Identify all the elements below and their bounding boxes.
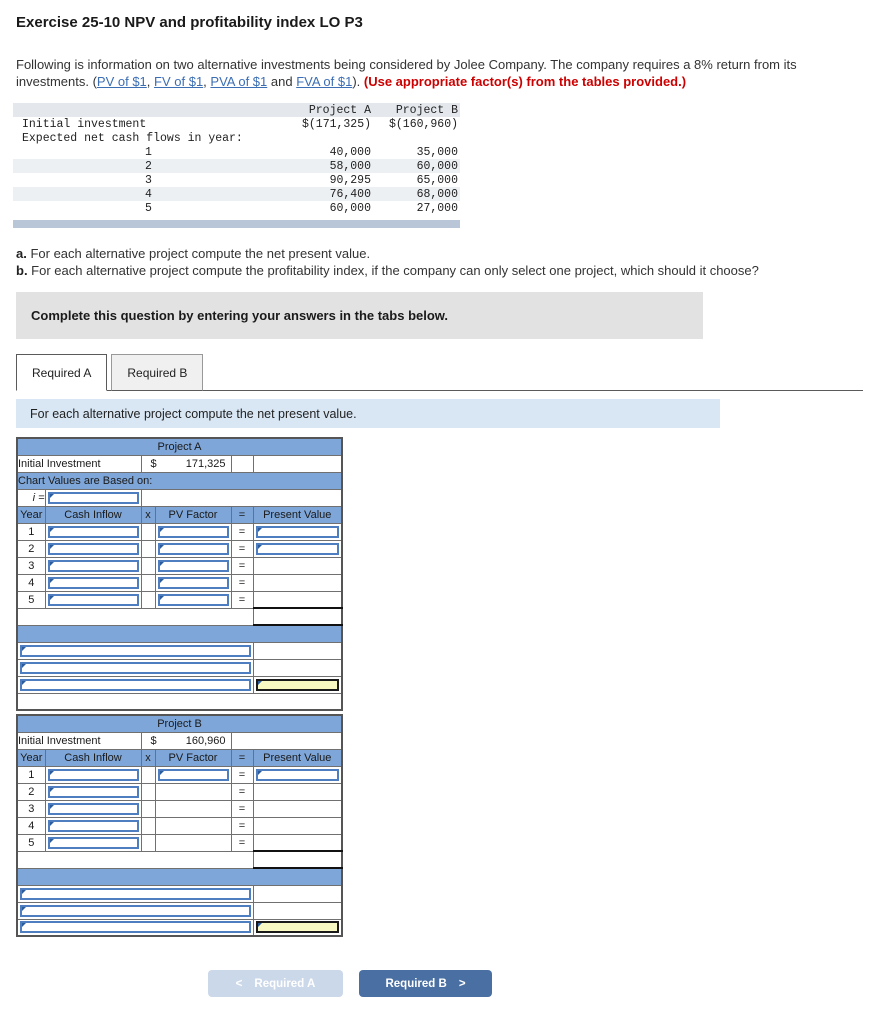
info-row-label: Initial investment — [22, 117, 147, 131]
initial-investment-amount-cell — [141, 732, 231, 749]
complete-question-banner: Complete this question by entering your answers in the tabs below. — [16, 292, 703, 339]
empty-cell — [231, 732, 342, 749]
info-col-project-b: Project B — [395, 103, 458, 117]
equals-sign: = — [231, 783, 253, 800]
pv-factor-input[interactable] — [158, 543, 229, 555]
instruction-a-text: For each alternative project compute the net present value. — [26, 246, 371, 261]
rate-input[interactable] — [48, 492, 139, 504]
cash-inflow-cell — [45, 557, 141, 574]
year-label: 5 — [17, 834, 45, 851]
table-row — [13, 131, 460, 145]
equals-sign: = — [231, 591, 253, 608]
chevron-left-icon: < — [235, 977, 243, 990]
table-row — [13, 159, 460, 173]
col-header-x: x — [141, 506, 155, 523]
intro-comma-2: , — [203, 74, 211, 89]
info-value-a: 60,000 — [329, 201, 371, 215]
info-year-label: 3 — [145, 173, 152, 187]
npv-result-input[interactable] — [256, 921, 340, 933]
tab-required-b[interactable]: Required B — [111, 354, 203, 391]
rate-input-cell — [45, 489, 141, 506]
red-note: (Use appropriate factor(s) from the tables provided.) — [363, 74, 687, 89]
present-value-cell — [253, 574, 342, 591]
info-row-label: Expected net cash flows in year: — [22, 131, 243, 145]
col-header-equals: = — [231, 506, 253, 523]
cash-inflow-input[interactable] — [48, 560, 139, 572]
cash-inflow-cell — [45, 766, 141, 783]
amount-cell — [253, 642, 342, 659]
cash-inflow-input[interactable] — [48, 837, 139, 849]
col-header-year: Year — [17, 749, 45, 766]
year-label: 2 — [17, 540, 45, 557]
chevron-right-icon: > — [458, 977, 466, 990]
info-year-label: 1 — [145, 145, 152, 159]
amount-cell — [253, 885, 342, 902]
present-value-cell — [253, 557, 342, 574]
info-col-project-a: Project A — [308, 103, 371, 117]
pv-factor-cell — [155, 766, 231, 783]
link-fv-of-1[interactable]: FV of $1 — [154, 74, 204, 89]
cash-inflow-cell — [45, 591, 141, 608]
pv-factor-cell — [155, 800, 231, 817]
empty-cell — [17, 693, 342, 710]
empty-cell — [141, 783, 155, 800]
col-header-year: Year — [17, 506, 45, 523]
pv-factor-cell — [155, 557, 231, 574]
col-header-x: x — [141, 749, 155, 766]
pv-factor-input[interactable] — [158, 594, 229, 606]
next-button-label: Required B — [385, 977, 447, 990]
info-year-label: 5 — [145, 201, 152, 215]
table-row — [13, 145, 460, 159]
npv-result-cell — [253, 676, 342, 693]
year-label: 3 — [17, 800, 45, 817]
blue-separator-bar — [17, 868, 342, 885]
label-input-cell — [17, 676, 253, 693]
empty-cell — [17, 851, 253, 868]
project-b-title: Project B — [17, 715, 342, 732]
label-input-cell — [17, 659, 253, 676]
info-value-a: 58,000 — [329, 159, 371, 173]
amount-cell — [253, 902, 342, 919]
pv-factor-input[interactable] — [158, 769, 229, 781]
empty-cell — [141, 574, 155, 591]
year-label: 1 — [17, 523, 45, 540]
link-pva-of-1[interactable]: PVA of $1 — [210, 74, 268, 89]
label-input[interactable] — [20, 905, 251, 917]
empty-cell — [141, 766, 155, 783]
info-value-a: 90,295 — [329, 173, 371, 187]
intro-text-1: Following is information on two alternative investments being considered by Jolee Company. The company requires a 8% return from its investments. ( — [16, 57, 797, 89]
label-input[interactable] — [20, 645, 251, 657]
label-input[interactable] — [20, 662, 251, 674]
pv-factor-cell — [155, 591, 231, 608]
present-value-cell — [253, 591, 342, 608]
equals-sign: = — [231, 557, 253, 574]
cash-inflow-cell — [45, 800, 141, 817]
empty-cell — [253, 455, 342, 472]
pv-factor-cell — [155, 540, 231, 557]
table-row — [13, 187, 460, 201]
info-header-row — [13, 103, 460, 117]
pv-factor-input[interactable] — [158, 526, 229, 538]
instruction-a-prefix: a. — [16, 246, 27, 261]
intro-text-2: ). — [352, 74, 364, 89]
cash-inflow-input[interactable] — [48, 820, 139, 832]
project-a-title: Project A — [17, 438, 342, 455]
cash-inflow-cell — [45, 523, 141, 540]
present-value-cell — [253, 783, 342, 800]
pv-factor-input[interactable] — [158, 577, 229, 589]
initial-investment-label: Initial Investment — [17, 455, 141, 472]
cash-inflow-input[interactable] — [48, 803, 139, 815]
equals-sign: = — [231, 574, 253, 591]
instruction-b-prefix: b. — [16, 263, 28, 278]
pv-factor-cell — [155, 834, 231, 851]
label-input-cell — [17, 885, 253, 902]
info-year-label: 2 — [145, 159, 152, 173]
table-row — [13, 173, 460, 187]
present-value-cell — [253, 766, 342, 783]
cash-inflow-input[interactable] — [48, 786, 139, 798]
present-value-input[interactable] — [256, 526, 340, 538]
next-required-b-button[interactable] — [359, 970, 492, 997]
cash-inflow-input[interactable] — [48, 543, 139, 555]
label-input[interactable] — [20, 679, 251, 691]
cash-inflow-cell — [45, 783, 141, 800]
info-value-b: 65,000 — [416, 173, 458, 187]
total-present-value-cell — [253, 608, 342, 625]
equals-sign: = — [231, 834, 253, 851]
label-input[interactable] — [20, 921, 251, 933]
equals-sign: = — [231, 766, 253, 783]
tab-bar — [16, 354, 863, 391]
info-year-label: 4 — [145, 187, 152, 201]
present-value-input[interactable] — [256, 769, 340, 781]
initial-investment-label: Initial Investment — [17, 732, 141, 749]
empty-cell — [141, 834, 155, 851]
link-pv-of-1[interactable]: PV of $1 — [96, 74, 147, 89]
instruction-b-text: For each alternative project compute the profitability index, if the company can only select one project, which should it choose? — [27, 263, 759, 278]
year-label: 4 — [17, 817, 45, 834]
col-header-pv-factor: PV Factor — [155, 749, 231, 766]
npv-result-input[interactable] — [256, 679, 340, 691]
table-row — [13, 117, 460, 131]
npv-result-cell — [253, 919, 342, 936]
cash-inflow-input[interactable] — [48, 577, 139, 589]
label-input-cell — [17, 919, 253, 936]
initial-investment-value: 171,325 — [185, 457, 226, 470]
tab-required-a[interactable]: Required A — [16, 354, 107, 391]
prev-button-label: Required A — [254, 977, 316, 990]
cash-inflow-input[interactable] — [48, 594, 139, 606]
empty-cell — [141, 817, 155, 834]
year-label: 5 — [17, 591, 45, 608]
col-header-equals: = — [231, 749, 253, 766]
present-value-cell — [253, 800, 342, 817]
equals-sign: = — [231, 540, 253, 557]
pv-factor-cell — [155, 523, 231, 540]
info-value-b: 68,000 — [416, 187, 458, 201]
info-value-b: 27,000 — [416, 201, 458, 215]
col-header-present-value: Present Value — [253, 506, 342, 523]
present-value-cell — [253, 834, 342, 851]
info-value-a: 76,400 — [329, 187, 371, 201]
empty-cell — [141, 540, 155, 557]
year-label: 2 — [17, 783, 45, 800]
info-value-b: 60,000 — [416, 159, 458, 173]
cash-inflow-cell — [45, 574, 141, 591]
empty-cell — [231, 455, 253, 472]
project-b-worksheet — [16, 714, 343, 937]
empty-cell — [141, 489, 342, 506]
pv-factor-cell — [155, 783, 231, 800]
present-value-cell — [253, 540, 342, 557]
requirement-instructions — [16, 245, 859, 279]
cash-inflow-cell — [45, 834, 141, 851]
pv-factor-input[interactable] — [158, 560, 229, 572]
prev-required-a-button[interactable] — [208, 970, 343, 997]
blue-separator-bar — [17, 625, 342, 642]
col-header-present-value: Present Value — [253, 749, 342, 766]
info-value-a: $(171,325) — [301, 117, 371, 131]
exercise-title: Exercise 25-10 NPV and profitability index LO P3 — [16, 14, 363, 31]
link-fva-of-1[interactable]: FVA of $1 — [296, 74, 353, 89]
label-input-cell — [17, 642, 253, 659]
intro-paragraph — [16, 56, 859, 90]
cash-inflow-input[interactable] — [48, 526, 139, 538]
empty-cell — [141, 557, 155, 574]
info-value-b: 35,000 — [416, 145, 458, 159]
intro-comma-1: , — [146, 74, 155, 89]
tab-instruction-bar: For each alternative project compute the net present value. — [16, 399, 720, 428]
info-value-b: $(160,960) — [388, 117, 458, 131]
label-input[interactable] — [20, 888, 251, 900]
cash-inflow-cell — [45, 817, 141, 834]
empty-cell — [141, 591, 155, 608]
empty-cell — [141, 523, 155, 540]
tab-navigation — [208, 970, 859, 997]
initial-investment-amount-cell — [141, 455, 231, 472]
info-table-footer-bar — [13, 220, 460, 228]
instruction-b — [16, 262, 859, 279]
year-label: 1 — [17, 766, 45, 783]
col-header-pv-factor: PV Factor — [155, 506, 231, 523]
currency-symbol: $ — [150, 734, 157, 747]
initial-investment-value: 160,960 — [185, 734, 226, 747]
empty-cell — [141, 800, 155, 817]
table-row — [13, 201, 460, 215]
total-present-value-cell — [253, 851, 342, 868]
rate-label: i = — [17, 489, 45, 506]
pv-factor-cell — [155, 817, 231, 834]
equals-sign: = — [231, 523, 253, 540]
empty-cell — [17, 608, 253, 625]
chart-values-header: Chart Values are Based on: — [17, 472, 342, 489]
given-data-table — [13, 103, 460, 228]
intro-and: and — [267, 74, 297, 89]
info-value-a: 40,000 — [329, 145, 371, 159]
project-a-worksheet — [16, 437, 343, 711]
col-header-cash-inflow: Cash Inflow — [45, 506, 141, 523]
pv-factor-cell — [155, 574, 231, 591]
currency-symbol: $ — [150, 457, 157, 470]
instruction-a — [16, 245, 859, 262]
year-label: 4 — [17, 574, 45, 591]
col-header-cash-inflow: Cash Inflow — [45, 749, 141, 766]
year-label: 3 — [17, 557, 45, 574]
present-value-cell — [253, 523, 342, 540]
amount-cell — [253, 659, 342, 676]
label-input-cell — [17, 902, 253, 919]
present-value-input[interactable] — [256, 543, 340, 555]
cash-inflow-input[interactable] — [48, 769, 139, 781]
cash-inflow-cell — [45, 540, 141, 557]
equals-sign: = — [231, 817, 253, 834]
equals-sign: = — [231, 800, 253, 817]
present-value-cell — [253, 817, 342, 834]
